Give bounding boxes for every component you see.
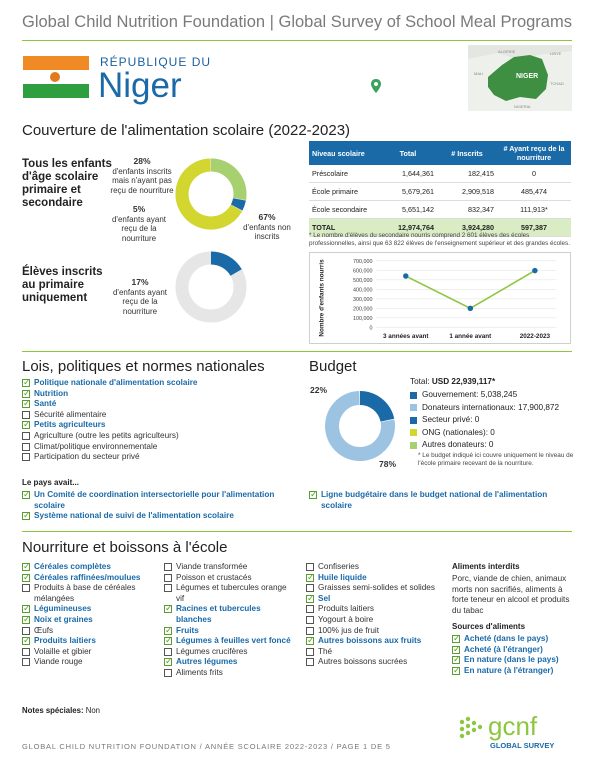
donut2-text-17: d'enfants ayant reçu de la nourriture [112, 287, 167, 316]
donut2-slice [211, 258, 236, 273]
checklist-item-label: Aliments frits [176, 667, 223, 677]
checklist-item-label: Yogourt à boire [318, 614, 374, 624]
food-item [306, 594, 442, 605]
data-point [468, 306, 473, 311]
budget-line-item [309, 490, 571, 511]
food-item [164, 647, 294, 658]
country-name: Niger [98, 66, 182, 105]
donut1-annotation-28 [106, 157, 178, 195]
checklist-item-label: Petits agriculteurs [34, 420, 106, 430]
checked-box-icon [22, 605, 30, 613]
checklist-item-label: Confiseries [318, 562, 359, 571]
budget-footnote: * Le budget indiqué ici couvre uniquement le niveau de l'école primaire recevant de la nourriture. [418, 452, 574, 467]
country-had-item [22, 490, 292, 511]
checked-box-icon [22, 574, 30, 582]
niger-flag [23, 56, 89, 98]
checklist-item-label: Autres boissons aux fruits [318, 636, 422, 646]
checklist-item-label: Sel [318, 593, 331, 603]
food-item [306, 615, 442, 626]
checklist-item-label: Œufs [34, 625, 54, 635]
donut1-slice [211, 165, 240, 199]
checked-box-icon [22, 616, 30, 624]
checklist-item-label: Sécurité alimentaire [34, 409, 107, 419]
laws-section-title: Lois, politiques et normes nationales [22, 358, 265, 375]
checklist-item-label: 100% jus de fruit [318, 625, 379, 635]
policy-item [22, 378, 292, 389]
coverage-section-title: Couverture de l'alimentation scolaire (2022-2023) [22, 122, 351, 139]
table-header-level: Niveau scolaire [309, 141, 379, 165]
checked-box-icon [309, 491, 317, 499]
budget-pct-78: 78% [379, 459, 397, 469]
food-item [22, 615, 150, 626]
table-header-enrolled: # Inscrits [437, 141, 497, 165]
header-divider [22, 40, 572, 41]
food-sources-title: Sources d'aliments [452, 622, 526, 631]
checklist-item-label: Autres légumes [176, 657, 238, 667]
map-neighbor-algeria: ALGERIE [498, 49, 516, 54]
table-cell: 5,679,261 [379, 183, 437, 201]
table-cell: École secondaire [309, 201, 379, 219]
donut1-label: Tous les enfants d'âge scolaire primaire et secondaire [22, 158, 112, 209]
checklist-item-label: Participation du secteur privé [34, 452, 140, 462]
budget-donut-slice [360, 398, 387, 420]
legend-swatch [410, 442, 417, 449]
country-prefix: RÉPUBLIQUE DU [100, 55, 212, 69]
unchecked-box-icon [22, 411, 30, 419]
checklist-item-label: Noix et graines [34, 614, 93, 624]
unchecked-box-icon [22, 432, 30, 440]
table-cell: 485,474 [497, 183, 571, 201]
unchecked-box-icon [22, 658, 30, 666]
budget-section-title: Budget [309, 358, 357, 375]
food-column-2 [164, 562, 294, 679]
food-source-item [452, 655, 576, 666]
budget-line-check [309, 490, 571, 511]
unchecked-box-icon [22, 627, 30, 635]
policy-item [22, 410, 292, 421]
table-cell: TOTAL [309, 219, 379, 237]
y-tick-label: 200,000 [353, 306, 373, 313]
legend-swatch [410, 429, 417, 436]
unchecked-box-icon [164, 584, 172, 592]
budget-total-label: Total: [410, 377, 430, 386]
checklist-item-label: Produits laitiers [34, 636, 96, 646]
coverage-table [309, 141, 571, 237]
checklist-item-label: En nature (à l'étranger) [464, 665, 554, 675]
food-source-item [452, 645, 576, 656]
food-item [306, 636, 442, 647]
x-tick-label: 1 année avant [449, 333, 492, 341]
food-item [22, 604, 150, 615]
special-notes-value: Non [85, 706, 101, 715]
legend-label: ONG (nationales): 0 [422, 427, 495, 437]
food-item [306, 562, 442, 573]
budget-total-value: USD 22,939,117* [431, 377, 496, 386]
donut1-chart [172, 155, 250, 233]
checklist-item-label: Poisson et crustacés [176, 572, 252, 582]
checklist-item-label: Agriculture (outre les petits agriculteurs) [34, 430, 179, 440]
checklist-item-label: Un Comité de coordination intersectorielle pour l'alimentation scolaire [34, 490, 275, 510]
policy-item [22, 442, 292, 453]
gcnf-logo-subtitle: GLOBAL SURVEY [490, 741, 555, 750]
checked-box-icon [452, 635, 460, 643]
checked-box-icon [452, 667, 460, 675]
gcnf-logo-dots-icon [458, 716, 486, 742]
y-tick-label: 600,000 [353, 268, 373, 275]
food-item [306, 657, 442, 668]
niger-map [468, 45, 572, 111]
checked-box-icon [22, 421, 30, 429]
legend-label: Donateurs internationaux: 17,900,872 [422, 402, 560, 412]
checked-box-icon [306, 595, 314, 603]
gcnf-logo-text: gcnf [488, 711, 538, 741]
checked-box-icon [22, 512, 30, 520]
forbidden-foods-text: Porc, viande de chien, animaux morts non sacrifiés, aliments à forte teneur en alcool et produits du tabac [452, 574, 570, 615]
food-item [164, 562, 294, 573]
donut2-annotation-17 [110, 278, 170, 316]
special-notes-label: Notes spéciales: [22, 706, 84, 715]
food-item [22, 562, 150, 573]
food-item [164, 668, 294, 679]
table-row [309, 165, 571, 183]
food-item [306, 604, 442, 615]
map-neighbor-mali: MALI [474, 71, 484, 76]
table-cell: 2,909,518 [437, 183, 497, 201]
y-tick-label: 700,000 [353, 258, 373, 265]
unchecked-box-icon [306, 605, 314, 613]
donut1-annotation-5 [106, 205, 172, 243]
table-header-fed: # Ayant reçu de la nourriture [497, 141, 571, 165]
country-had-item [22, 511, 292, 522]
x-tick-label: 2022-2023 [519, 333, 551, 341]
map-neighbor-chad: TCHAD [550, 81, 564, 86]
table-cell: 597,387 [497, 219, 571, 237]
checklist-item-label: Céréales raffinées/moulues [34, 572, 141, 582]
table-row [309, 201, 571, 219]
country-had-title: Le pays avait... [22, 478, 79, 487]
checklist-item-label: Produits à base de céréales mélangées [34, 583, 136, 603]
legend-swatch [410, 404, 417, 411]
checklist-item-label: Céréales complètes [34, 562, 111, 571]
checklist-item-label: Légumes à feuilles vert foncé [176, 636, 291, 646]
table-cell: 0 [497, 165, 571, 183]
checklist-item-label: En nature (dans le pays) [464, 655, 559, 665]
legend-label: Secteur privé: 0 [422, 415, 480, 424]
checked-box-icon [164, 627, 172, 635]
food-source-item [452, 666, 576, 677]
section-divider [22, 351, 572, 352]
table-header-total: Total [379, 141, 437, 165]
map-country-label: NIGER [516, 73, 539, 80]
table-cell: Préscolaire [309, 165, 379, 183]
food-item [22, 647, 150, 658]
policy-item [22, 399, 292, 410]
budget-donut-chart [322, 388, 398, 464]
y-tick-label: 0 [369, 325, 373, 332]
checklist-item-label: Climat/politique environnementale [34, 441, 158, 451]
checked-box-icon [22, 390, 30, 398]
table-footnote: * Le nombre d'élèves du secondaire nourris comprend 2 601 élèves des écoles professionnelles, ainsi que 63 822 élèves de l'enseignement supérieur et des grandes écoles. [309, 232, 570, 247]
policy-item [22, 431, 292, 442]
checked-box-icon [22, 563, 30, 571]
checklist-item-label: Viande rouge [34, 657, 83, 667]
data-point [403, 273, 408, 278]
donut1-text-67: d'enfants non inscrits [243, 222, 291, 241]
checked-box-icon [452, 646, 460, 654]
unchecked-box-icon [22, 453, 30, 461]
food-item [306, 647, 442, 658]
checklist-item-label: Légumes crucifères [176, 646, 248, 656]
checklist-item-label: Volaille et gibier [34, 646, 92, 656]
legend-label: Autres donateurs: 0 [422, 440, 494, 449]
checklist-item-label: Huile liquide [318, 572, 367, 582]
unchecked-box-icon [164, 563, 172, 571]
checked-box-icon [22, 400, 30, 408]
fed-trend-chart [309, 252, 571, 344]
checklist-item-label: Graisses semi-solides et solides [318, 583, 435, 593]
data-point [532, 268, 537, 273]
food-item [164, 626, 294, 637]
checked-box-icon [22, 491, 30, 499]
unchecked-box-icon [22, 648, 30, 656]
checklist-item-label: Ligne budgétaire dans le budget national de l'alimentation scolaire [321, 490, 548, 510]
food-item [164, 583, 294, 604]
unchecked-box-icon [164, 574, 172, 582]
food-item [22, 636, 150, 647]
checked-box-icon [452, 656, 460, 664]
policy-item [22, 420, 292, 431]
checklist-item-label: Fruits [176, 625, 199, 635]
budget-legend-item [410, 402, 575, 415]
checklist-item-label: Acheté (dans le pays) [464, 634, 549, 643]
unchecked-box-icon [306, 658, 314, 666]
food-item [22, 657, 150, 668]
checklist-item-label: Viande transformée [176, 562, 248, 571]
checklist-item-label: Politique nationale d'alimentation scolaire [34, 378, 198, 387]
legend-swatch [410, 392, 417, 399]
unchecked-box-icon [306, 627, 314, 635]
checklist-item-label: Racines et tubercules blanches [176, 604, 261, 624]
legend-label: Gouvernement: 5,038,245 [422, 390, 518, 399]
table-cell: 111,913* [497, 201, 571, 219]
food-source-item [452, 634, 576, 645]
map-neighbor-nigeria: NIGERIA [514, 104, 531, 109]
checklist-item-label: Produits laitiers [318, 604, 374, 614]
unchecked-box-icon [306, 648, 314, 656]
y-tick-label: 100,000 [353, 315, 373, 322]
donut2-chart [172, 248, 250, 326]
donut1-slice [237, 199, 240, 207]
food-item [306, 626, 442, 637]
y-tick-label: 500,000 [353, 277, 373, 284]
y-tick-label: 300,000 [353, 296, 373, 303]
budget-legend-item [410, 427, 575, 440]
y-axis-label: Nombre d'enfants nourris [318, 259, 326, 337]
checklist-item-label: Légumes et tubercules orange vif [176, 583, 287, 603]
donut2-pct-17: 17% [131, 277, 149, 287]
checklist-item-label: Acheté (à l'étranger) [464, 644, 543, 654]
gcnf-logo [458, 711, 578, 754]
policy-item [22, 389, 292, 400]
checked-box-icon [22, 637, 30, 645]
unchecked-box-icon [164, 648, 172, 656]
budget-legend [410, 389, 575, 452]
checklist-item-label: Autres boissons sucrées [318, 657, 408, 667]
checklist-item-label: Thé [318, 646, 333, 656]
food-item [306, 573, 442, 584]
table-cell: École primaire [309, 183, 379, 201]
map-pin-icon [370, 78, 382, 94]
unchecked-box-icon [164, 669, 172, 677]
table-cell: 832,347 [437, 201, 497, 219]
table-row [309, 183, 571, 201]
checklist-item-label: Système national de suivi de l'alimentation scolaire [34, 511, 234, 521]
donut1-pct-5: 5% [132, 204, 146, 214]
table-cell: 3,924,280 [437, 219, 497, 237]
table-header-row [309, 141, 571, 165]
budget-pct-22: 22% [310, 385, 328, 395]
unchecked-box-icon [306, 563, 314, 571]
donut1-pct-28: 28% [133, 156, 151, 166]
food-item [22, 573, 150, 584]
checked-box-icon [164, 605, 172, 613]
page-header-title: Global Child Nutrition Foundation | Global Survey of School Meal Programs [22, 13, 572, 31]
checklist-item-label: Nutrition [34, 388, 69, 398]
budget-legend-item [410, 414, 575, 427]
food-sources-checklist [452, 634, 576, 676]
checked-box-icon [164, 658, 172, 666]
food-item [22, 626, 150, 637]
map-neighbor-libya: LIBYE [550, 51, 562, 56]
budget-total [410, 377, 495, 386]
unchecked-box-icon [306, 584, 314, 592]
food-column-1 [22, 562, 150, 668]
checked-box-icon [306, 574, 314, 582]
checklist-item-label: Légumineuses [34, 604, 92, 614]
section-divider [22, 531, 572, 532]
table-cell: 1,644,361 [379, 165, 437, 183]
x-tick-label: 3 années avant [383, 333, 429, 341]
laws-checklist [22, 378, 292, 463]
checked-box-icon [22, 379, 30, 387]
policy-item [22, 452, 292, 463]
food-item [164, 636, 294, 647]
donut1-text-5: d'enfants ayant reçu de la nourriture [111, 214, 166, 243]
food-section-title: Nourriture et boissons à l'école [22, 539, 228, 556]
country-had-checklist [22, 490, 292, 522]
food-item [22, 583, 150, 604]
food-item [306, 583, 442, 594]
budget-legend-item [410, 439, 575, 452]
special-notes [22, 706, 100, 715]
page-footer: GLOBAL CHILD NUTRITION FOUNDATION / ANNÉE SCOLAIRE 2022-2023 / PAGE 1 DE 5 [22, 742, 391, 751]
unchecked-box-icon [22, 443, 30, 451]
donut1-pct-67: 67% [258, 212, 276, 222]
checklist-item-label: Santé [34, 399, 57, 409]
food-item [164, 573, 294, 584]
checked-box-icon [164, 637, 172, 645]
food-item [164, 604, 294, 625]
table-cell: 182,415 [437, 165, 497, 183]
table-cell: 12,974,764 [379, 219, 437, 237]
checked-box-icon [306, 637, 314, 645]
unchecked-box-icon [22, 584, 30, 592]
budget-legend-item [410, 389, 575, 402]
y-tick-label: 400,000 [353, 287, 373, 294]
food-column-3 [306, 562, 442, 668]
forbidden-foods-title: Aliments interdits [452, 562, 520, 571]
unchecked-box-icon [306, 616, 314, 624]
table-cell: 5,651,142 [379, 201, 437, 219]
donut1-text-28: d'enfants inscrits mais n'ayant pas reçu de nourriture [110, 166, 174, 195]
legend-swatch [410, 417, 417, 424]
food-item [164, 657, 294, 668]
donut2-label: Élèves inscrits au primaire uniquement [22, 266, 103, 304]
